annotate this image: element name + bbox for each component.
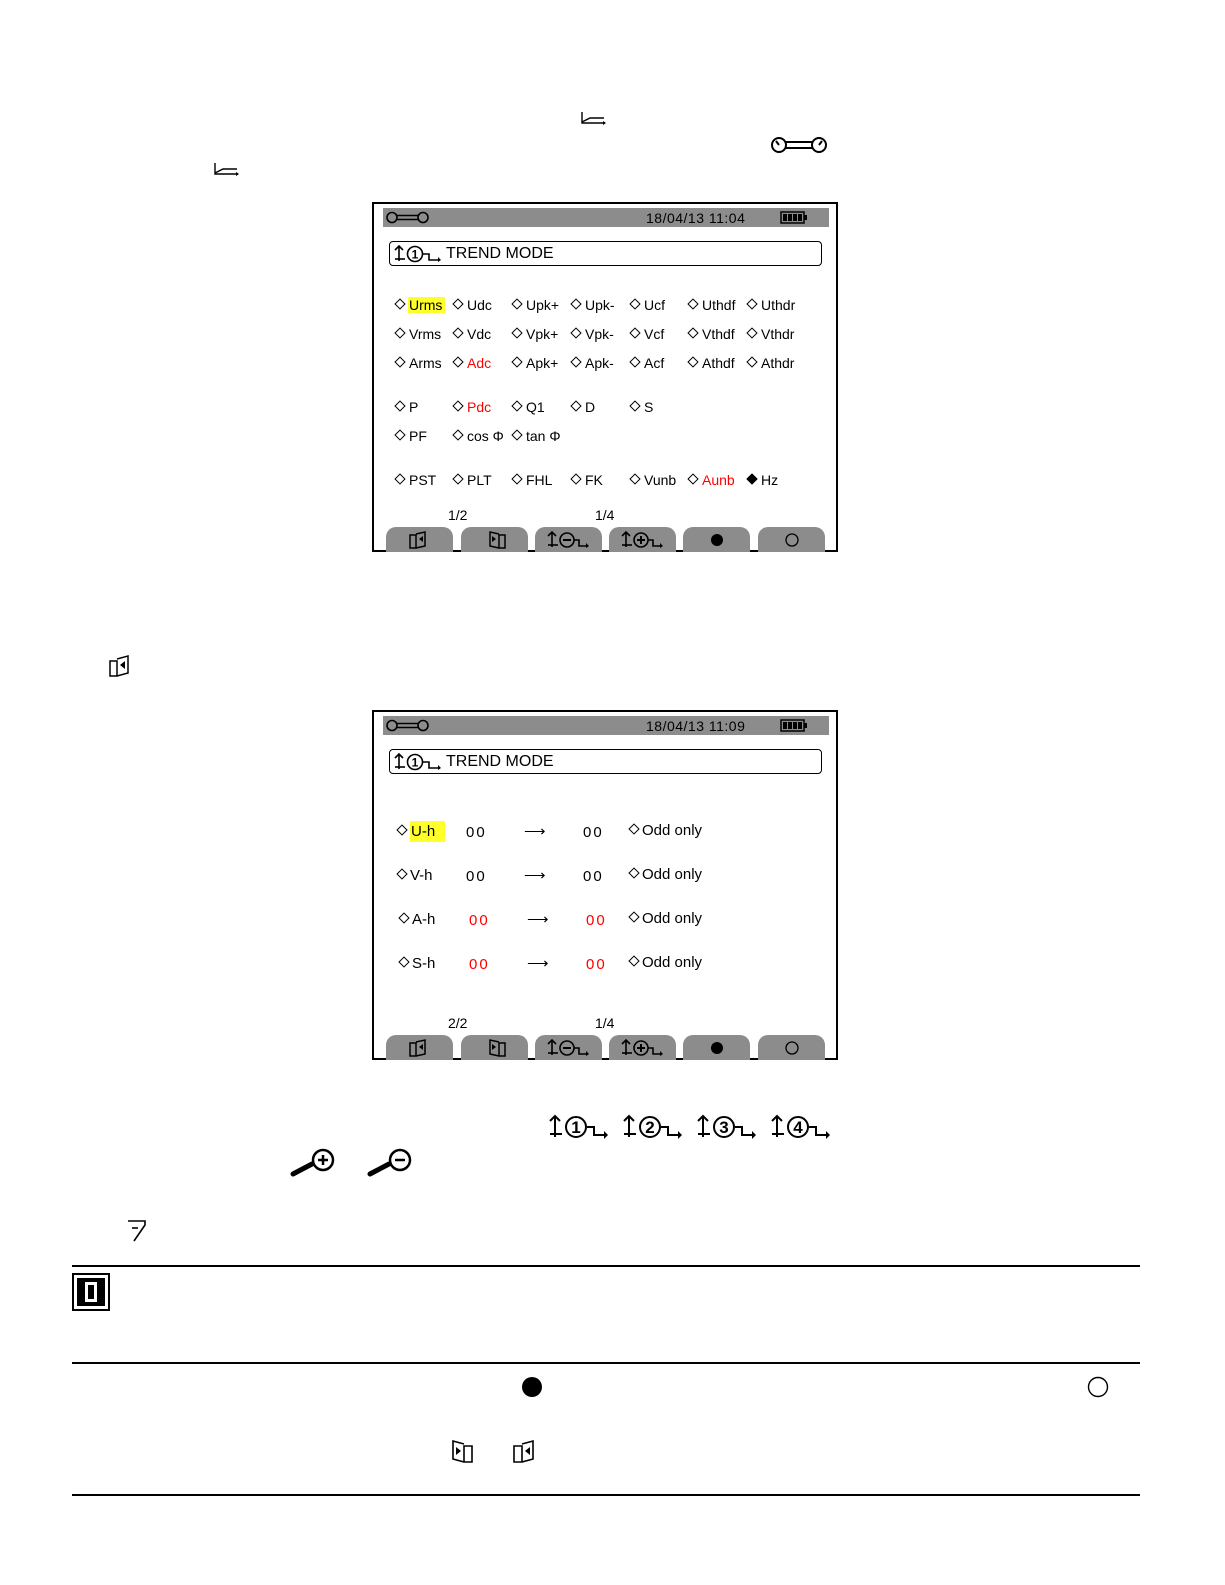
- trend-zoom-out-icon: [547, 531, 591, 549]
- filled-circle-icon: [521, 1376, 543, 1398]
- diamond-icon: [629, 473, 640, 484]
- page-back-icon: [443, 1440, 475, 1464]
- diamond-icon: [394, 400, 405, 411]
- parameter-label: Vdc: [467, 326, 492, 342]
- range-arrow: ⟶: [527, 955, 549, 972]
- battery-icon: [780, 719, 808, 732]
- trend-config-1-icon: [548, 1114, 610, 1140]
- parameter-label: PST: [409, 472, 437, 488]
- trend-zoom-in-icon: [621, 531, 665, 549]
- diamond-icon: [629, 327, 640, 338]
- parameter-option[interactable]: [631, 398, 654, 417]
- trend-icon: [580, 110, 608, 126]
- parameter-option[interactable]: [513, 354, 559, 373]
- config-wrench-icon: [386, 211, 430, 224]
- status-bar: [383, 208, 829, 227]
- harmonic-from[interactable]: 00: [469, 912, 490, 929]
- datetime: 18/04/13 11:09: [646, 718, 746, 734]
- diamond-icon: [746, 298, 757, 309]
- zoom-in-icon: [290, 1148, 338, 1178]
- diamond-icon: [452, 327, 463, 338]
- page-back-icon: [482, 1039, 508, 1057]
- diamond-icon: [394, 327, 405, 338]
- diamond-icon: [511, 429, 522, 440]
- page-indicator: 1/2: [448, 507, 468, 523]
- parameter-label: S: [644, 399, 654, 415]
- parameter-option[interactable]: [396, 427, 428, 446]
- trend-config-3-icon: [696, 1114, 758, 1140]
- trend-config-4-icon: [770, 1114, 832, 1140]
- range-arrow: ⟶: [527, 911, 549, 928]
- next-page-button[interactable]: [386, 1035, 453, 1060]
- svg-text:2: 2: [645, 1118, 655, 1137]
- prev-page-button[interactable]: [461, 527, 528, 552]
- parameter-label: Adc: [467, 355, 492, 371]
- parameter-option[interactable]: [631, 354, 665, 373]
- parameter-label: P: [409, 399, 419, 415]
- zoom-in-button[interactable]: [609, 1035, 676, 1060]
- select-all-button[interactable]: [683, 527, 750, 552]
- harmonic-label: V-h: [410, 867, 433, 884]
- checkbox-diamond[interactable]: [396, 868, 407, 879]
- divider: [72, 1362, 1140, 1364]
- parameter-option[interactable]: [572, 296, 616, 315]
- prev-page-button[interactable]: [461, 1035, 528, 1060]
- diamond-icon: [394, 298, 405, 309]
- parameter-option[interactable]: [454, 398, 492, 417]
- parameter-option[interactable]: [748, 471, 779, 490]
- harmonic-from[interactable]: 00: [469, 956, 490, 973]
- parameter-label: Athdr: [761, 355, 795, 371]
- diamond-icon: [746, 356, 757, 367]
- harmonic-label: S-h: [412, 955, 436, 972]
- zoom-in-button[interactable]: [609, 527, 676, 552]
- diamond-icon: [570, 298, 581, 309]
- parameter-label: Vrms: [409, 326, 442, 342]
- page-forward-icon: [407, 531, 433, 549]
- checkbox-diamond[interactable]: [398, 956, 409, 967]
- parameter-label: cos Φ: [467, 428, 504, 444]
- divider: [72, 1494, 1140, 1496]
- parameter-label: Vcf: [644, 326, 665, 342]
- deselect-all-button[interactable]: [758, 527, 825, 552]
- trend-config-1-icon: [393, 753, 443, 771]
- function-keys: [386, 1035, 828, 1060]
- function-keys: [386, 527, 828, 552]
- parameter-label: PF: [409, 428, 427, 444]
- diamond-icon: [511, 473, 522, 484]
- parameter-option[interactable]: [689, 296, 736, 315]
- parameter-option[interactable]: [689, 354, 736, 373]
- parameter-label: Hz: [761, 472, 779, 488]
- parameter-option[interactable]: [572, 354, 615, 373]
- svg-text:1: 1: [571, 1118, 581, 1137]
- parameter-option[interactable]: [396, 325, 442, 344]
- parameter-option[interactable]: [631, 296, 666, 315]
- trend-zoom-out-icon: [547, 1039, 591, 1057]
- diamond-icon: [570, 473, 581, 484]
- diamond-icon: [394, 473, 405, 484]
- diamond-icon: [511, 356, 522, 367]
- parameter-option[interactable]: [454, 354, 492, 373]
- next-page-button[interactable]: [386, 527, 453, 552]
- diamond-icon: [452, 473, 463, 484]
- parameter-option[interactable]: [396, 398, 419, 417]
- empty-circle-icon: [785, 533, 799, 547]
- parameter-label: Vthdf: [702, 326, 735, 342]
- parameter-option[interactable]: [572, 398, 596, 417]
- parameter-label: Aunb: [702, 472, 735, 488]
- parameter-option[interactable]: [631, 471, 677, 490]
- parameter-label: Uthdf: [702, 297, 736, 313]
- parameter-label: Apk-: [585, 355, 614, 371]
- parameter-option[interactable]: [748, 325, 795, 344]
- diamond-icon: [570, 327, 581, 338]
- parameter-label: FK: [585, 472, 603, 488]
- diamond-icon: [452, 356, 463, 367]
- zoom-out-button[interactable]: [535, 1035, 602, 1060]
- selected-diamond-icon: [746, 473, 757, 484]
- status-bar: [383, 716, 829, 735]
- odd-only-label: Odd only: [642, 866, 703, 883]
- zoom-out-button[interactable]: [535, 527, 602, 552]
- parameter-option[interactable]: [631, 325, 665, 344]
- empty-circle-icon: [785, 1041, 799, 1055]
- svg-text:4: 4: [793, 1118, 803, 1137]
- odd-only-checkbox[interactable]: [628, 867, 639, 878]
- parameter-option[interactable]: [689, 325, 736, 344]
- parameter-option[interactable]: [396, 471, 437, 490]
- deselect-all-button[interactable]: [758, 1035, 825, 1060]
- datetime: 18/04/13 11:04: [646, 210, 746, 226]
- trend-icon: [213, 161, 241, 177]
- parameter-label: Acf: [644, 355, 665, 371]
- svg-text:3: 3: [719, 1118, 729, 1137]
- info-note-icon: [72, 1273, 110, 1311]
- diamond-icon: [687, 298, 698, 309]
- parameter-option[interactable]: [748, 296, 796, 315]
- parameter-label: Pdc: [467, 399, 492, 415]
- svg-text:1: 1: [411, 755, 419, 770]
- diamond-icon: [452, 400, 463, 411]
- enter-key-icon: [124, 1219, 150, 1243]
- divider: [72, 1265, 1140, 1267]
- harmonic-label: A-h: [412, 911, 436, 928]
- odd-only-checkbox[interactable]: [628, 823, 639, 834]
- diamond-icon: [629, 400, 640, 411]
- harmonic-to[interactable]: 00: [583, 868, 604, 885]
- diamond-icon: [452, 429, 463, 440]
- harmonic-label: U-h: [410, 821, 445, 842]
- range-arrow: ⟶: [524, 823, 546, 840]
- parameter-option[interactable]: [396, 296, 445, 315]
- zoom-indicator: 1/4: [595, 1015, 615, 1031]
- page-back-icon: [482, 531, 508, 549]
- zoom-indicator: 1/4: [595, 507, 615, 523]
- wrench-icon: [770, 135, 828, 155]
- trend-zoom-in-icon: [621, 1039, 665, 1057]
- odd-only-label: Odd only: [642, 954, 703, 971]
- parameter-label: Athdf: [702, 355, 735, 371]
- parameter-label: PLT: [467, 472, 492, 488]
- parameter-label: Vthdr: [761, 326, 795, 342]
- parameter-label: Upk-: [585, 297, 615, 313]
- mode-title: TREND MODE: [446, 753, 554, 770]
- diamond-icon: [687, 356, 698, 367]
- device-screen-1: [372, 202, 838, 552]
- page-forward-icon: [407, 1039, 433, 1057]
- diamond-icon: [629, 298, 640, 309]
- page-indicator: 2/2: [448, 1015, 468, 1031]
- checkbox-diamond[interactable]: [398, 912, 409, 923]
- parameter-label: Upk+: [526, 297, 560, 313]
- harmonic-from[interactable]: 00: [466, 824, 487, 841]
- parameter-label: tan Φ: [526, 428, 561, 444]
- parameter-label: Uthdr: [761, 297, 796, 313]
- diamond-icon: [452, 298, 463, 309]
- parameter-label: Vpk-: [585, 326, 614, 342]
- filled-circle-icon: [710, 1041, 724, 1055]
- mode-title-box: [389, 749, 822, 774]
- device-screen-2: [372, 710, 838, 1060]
- trend-config-1-icon: [393, 245, 443, 263]
- range-arrow: ⟶: [524, 867, 546, 884]
- parameter-option[interactable]: [454, 427, 505, 446]
- diamond-icon: [511, 400, 522, 411]
- diamond-icon: [511, 327, 522, 338]
- parameter-option[interactable]: [513, 427, 562, 446]
- diamond-icon: [394, 429, 405, 440]
- parameter-label: Q1: [526, 399, 545, 415]
- trend-config-2-icon: [622, 1114, 684, 1140]
- parameter-label: Arms: [409, 355, 442, 371]
- filled-circle-icon: [710, 533, 724, 547]
- diamond-icon: [570, 356, 581, 367]
- parameter-label: Vpk+: [526, 326, 559, 342]
- parameter-option[interactable]: [454, 296, 493, 315]
- parameter-label: D: [585, 399, 596, 415]
- harmonic-to[interactable]: 00: [586, 912, 607, 929]
- parameter-option[interactable]: [572, 325, 615, 344]
- parameter-option[interactable]: [396, 354, 443, 373]
- odd-only-checkbox[interactable]: [628, 955, 639, 966]
- diamond-icon: [394, 356, 405, 367]
- parameter-option[interactable]: [513, 471, 553, 490]
- diamond-icon: [511, 298, 522, 309]
- odd-only-label: Odd only: [642, 822, 703, 839]
- svg-text:1: 1: [411, 247, 419, 262]
- parameter-label: Ucf: [644, 297, 665, 313]
- empty-circle-icon: [1087, 1376, 1109, 1398]
- parameter-option[interactable]: [454, 325, 492, 344]
- harmonic-to[interactable]: 00: [583, 824, 604, 841]
- diamond-icon: [570, 400, 581, 411]
- battery-icon: [780, 211, 808, 224]
- parameter-label: Apk+: [526, 355, 559, 371]
- odd-only-label: Odd only: [642, 910, 703, 927]
- mode-title: TREND MODE: [446, 245, 554, 262]
- parameter-option[interactable]: [748, 354, 795, 373]
- parameter-option[interactable]: [572, 471, 604, 490]
- zoom-out-icon: [367, 1148, 415, 1178]
- diamond-icon: [746, 327, 757, 338]
- harmonic-from[interactable]: 00: [466, 868, 487, 885]
- parameter-option[interactable]: [454, 471, 493, 490]
- mode-title-box: [389, 241, 822, 266]
- parameter-label: Udc: [467, 297, 492, 313]
- parameter-option[interactable]: [513, 325, 559, 344]
- odd-only-checkbox[interactable]: [628, 911, 639, 922]
- diamond-icon: [687, 327, 698, 338]
- parameter-label: Urms: [408, 297, 445, 313]
- parameter-label: FHL: [526, 472, 553, 488]
- parameter-option[interactable]: [513, 398, 546, 417]
- page-forward-icon: [108, 655, 138, 677]
- diamond-icon: [687, 473, 698, 484]
- parameter-label: Vunb: [644, 472, 677, 488]
- page-forward-icon: [512, 1440, 544, 1464]
- harmonic-to[interactable]: 00: [586, 956, 607, 973]
- parameter-option[interactable]: [513, 296, 560, 315]
- checkbox-diamond[interactable]: [396, 824, 407, 835]
- select-all-button[interactable]: [683, 1035, 750, 1060]
- parameter-option[interactable]: [689, 471, 736, 490]
- diamond-icon: [629, 356, 640, 367]
- config-wrench-icon: [386, 719, 430, 732]
